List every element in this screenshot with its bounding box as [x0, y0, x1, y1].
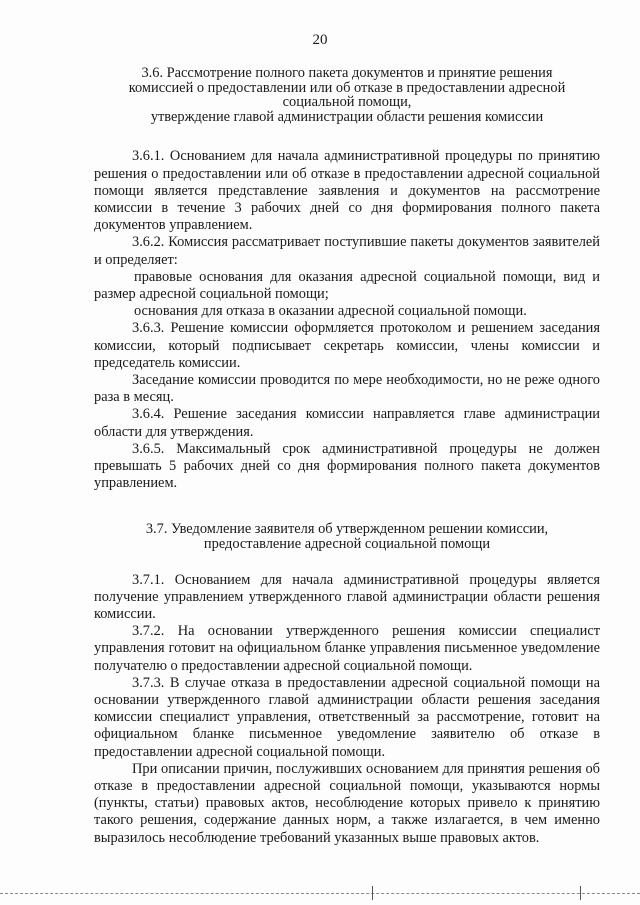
- heading-line: предоставление адресной социальной помощи: [203, 536, 491, 553]
- document-body: [94, 66, 600, 847]
- section-heading-3-6: [94, 66, 600, 124]
- spacer: [94, 552, 600, 572]
- paragraph-3-6-4: 3.6.4. Решение заседания комиссии направляется главе администрации области для утверждения.: [94, 406, 600, 440]
- paragraph-refusal-reasons: При описании причин, послуживших основанием для принятия решения об отказе в предоставлении адресной социальной помощи, указываются нормы (пункты, статьи) правовых актов, несоблюдение которых привело к принятию такого решения, содержание данных норм, а также излагается, в чем именно выразилось несоблюдение требований указанных выше правовых актов.: [94, 760, 600, 846]
- list-item-legal-grounds: правовые основания для оказания адресной социальной помощи, вид и размер адресной социальной помощи;: [94, 268, 600, 302]
- page-number: 20: [312, 32, 328, 48]
- heading-line: утверждение главой администрации области решения комиссии: [150, 108, 544, 125]
- heading-line: комиссией о предоставлении или об отказе в предоставлении адресной: [128, 79, 566, 96]
- paragraph-3-7-3: 3.7.3. В случае отказа в предоставлении адресной социальной помощи на основании утвержденного главой администрации области решения заседания комиссии специалист управления, ответственный за рассмотрение, готовит на официальном бланке письменное уведомление заявителю об отказе в предоставлении адресной социальной помощи.: [94, 674, 600, 760]
- scan-edge-rule: [0, 893, 640, 894]
- paragraph-3-7-1: 3.7.1. Основанием для начала административной процедуры является получение управлением утвержденного главой администрации области решения комиссии.: [94, 571, 600, 623]
- spacer: [94, 124, 600, 148]
- heading-line: социальной помощи,: [282, 94, 412, 111]
- paragraph-3-6-2: 3.6.2. Комиссия рассматривает поступившие пакеты документов заявителей и определяет:: [94, 234, 600, 268]
- paragraph-meeting-frequency: Заседание комиссии проводится по мере необходимости, но не реже одного раза в месяц.: [94, 372, 600, 406]
- list-item-refusal-grounds: основания для отказа в оказании адресной социальной помощи.: [134, 303, 527, 320]
- paragraph-3-7-2: 3.7.2. На основании утвержденного решения комиссии специалист управления готовит на официальном бланке управления письменное уведомление получателю о предоставлении адресной социальной помощи.: [94, 623, 600, 674]
- section-heading-3-7: [94, 522, 600, 551]
- scan-edge-tick: [580, 886, 581, 900]
- spacer: [94, 492, 600, 522]
- paragraph-3-6-1: 3.6.1. Основанием для начала административной процедуры по принятию решения о предоставлении или об отказе в предоставлении адресной социальной помощи является представление заявления и документов на рассмотрение комиссии в течение 3 рабочих дней со дня формирования полного пакета документов управлением.: [94, 148, 600, 234]
- heading-line: 3.7. Уведомление заявителя об утвержденном решении комиссии,: [145, 521, 549, 538]
- paragraph-3-6-3: 3.6.3. Решение комиссии оформляется протоколом и решением заседания комиссии, который подписывает секретарь комиссии, члены комиссии и председатель комиссии.: [94, 320, 600, 371]
- heading-line: 3.6. Рассмотрение полного пакета документов и принятие решения: [141, 65, 553, 81]
- paragraph-3-6-5: 3.6.5. Максимальный срок административной процедуры не должен превышать 5 рабочих дней со дня формирования полного пакета документов управлением.: [94, 440, 600, 492]
- scan-edge-tick: [372, 886, 373, 900]
